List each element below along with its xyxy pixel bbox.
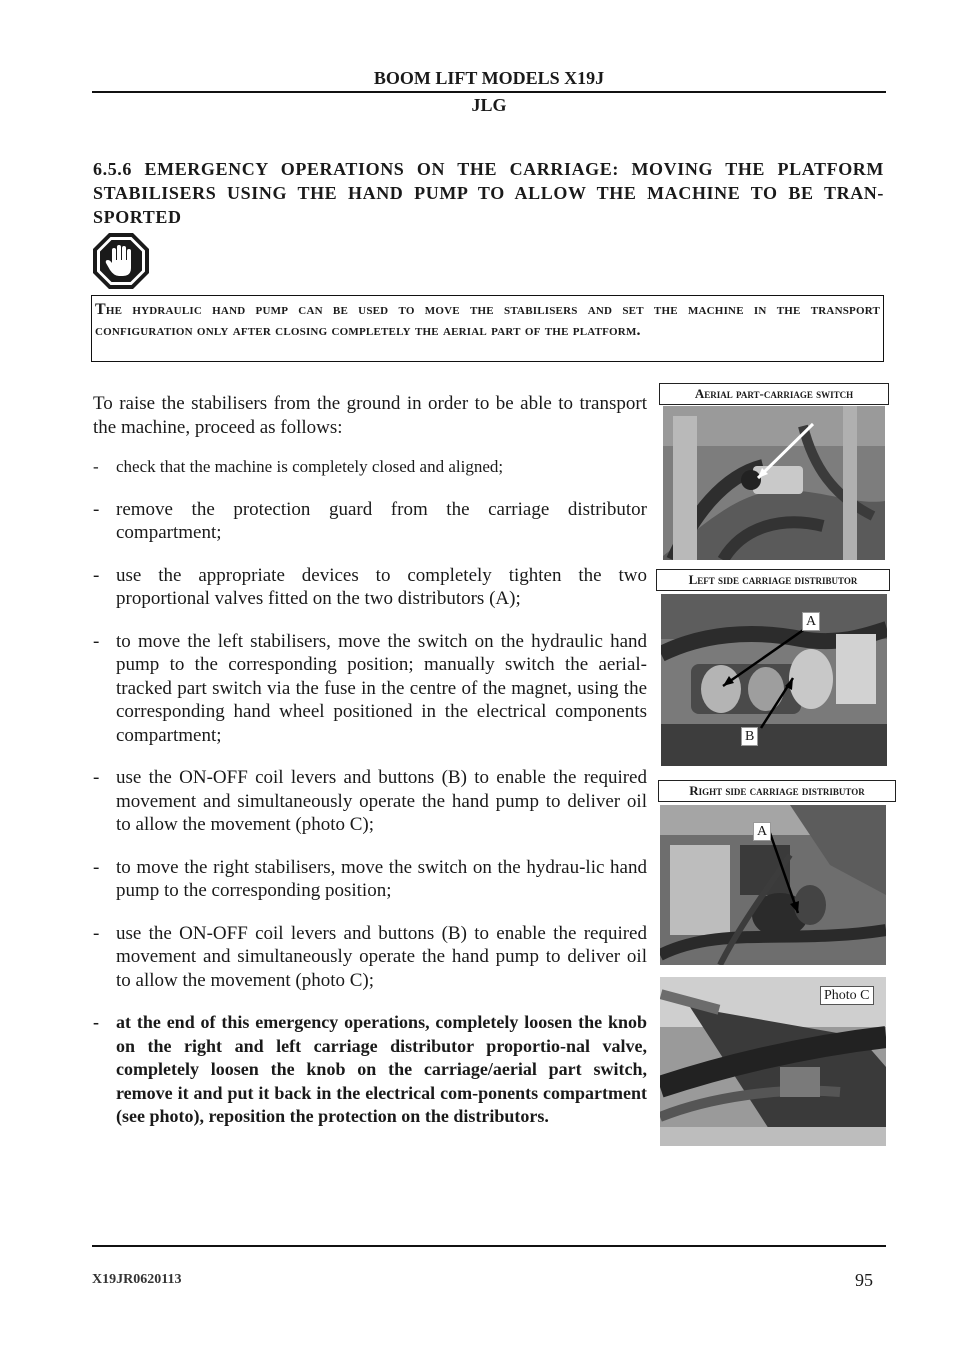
list-item	[93, 630, 647, 748]
list-item-text: use the ON-OFF coil levers and buttons (B) to enable the required movement and simultaneously operate the hand pump to deliver oil to allow the movement (photo C);	[116, 922, 647, 991]
list-item	[93, 766, 647, 837]
list-dash: -	[93, 457, 99, 476]
list-dash: -	[93, 856, 100, 878]
photo-label-a: A	[802, 612, 820, 631]
list-item	[93, 498, 647, 545]
section-title: 6.5.6 EMERGENCY OPERATIONS ON THE CARRIAGE: MOVING THE PLATFORM STABILISERS USING THE HAND PUMP TO ALLOW THE MACHINE TO BE TRAN-SPORTED	[93, 159, 884, 227]
list-dash: -	[93, 630, 100, 652]
page-number: 95	[855, 1270, 873, 1290]
list-item-text: at the end of this emergency operations, completely loosen the knob on the right and left carriage distributor proportio-nal valve, completely loosen the knob on the carriage/aerial part switch, remove it and put it back in the electrical com-ponents compartment (see photo), reposition the protection on the distributors.	[116, 1012, 647, 1126]
photo-c	[660, 977, 886, 1146]
list-dash: -	[93, 1012, 99, 1032]
footer-rule	[92, 1245, 886, 1247]
list-item-text: use the appropriate devices to completely tighten the two proportional valves fitted on the two distributors (A);	[116, 564, 647, 609]
list-dash: -	[93, 767, 100, 788]
list-item-text: remove the protection guard from the carriage distributor compartment;	[116, 498, 647, 543]
photo-label-a: A	[753, 822, 771, 841]
intro-paragraph: To raise the stabilisers from the ground in order to be able to transport the machine, proceed as follows:	[93, 393, 647, 438]
list-item	[93, 856, 647, 903]
list-item	[93, 455, 647, 479]
brand-header: JLG	[471, 95, 507, 115]
header-rule	[92, 91, 886, 93]
document-code: X19JR0620113	[92, 1272, 182, 1287]
stop-hand-icon	[92, 232, 150, 290]
list-dash: -	[93, 498, 100, 520]
list-item-final	[93, 1011, 647, 1129]
manual-model-header: BOOM LIFT MODELS X19J	[373, 68, 605, 88]
left-distributor-caption: Left side carriage distributor	[656, 569, 890, 591]
procedure-steps	[93, 455, 647, 1129]
photo-label-b: B	[741, 727, 758, 746]
aerial-switch-photo	[663, 406, 885, 560]
warning-box: The hydraulic hand pump can be used to move the stabilisers and set the machine in the transport configuration only after closing completely the aerial part of the platform.	[91, 295, 884, 362]
list-dash: -	[93, 922, 100, 944]
aerial-switch-caption: Aerial part-carriage switch	[659, 383, 889, 405]
left-distributor-photo	[661, 594, 887, 766]
list-item-text: to move the left stabilisers, move the switch on the hydraulic hand pump to the corresponding position; manually switch the aerial-tracked part switch via the fuse in the centre of the magnet, using the corresponding hand wheel positioned in the electrical components compartment;	[116, 630, 647, 746]
list-dash: -	[93, 564, 100, 586]
right-distributor-photo	[660, 805, 886, 965]
list-item-text: check that the machine is completely closed and aligned;	[116, 457, 504, 476]
list-item-text: use the ON-OFF coil levers and buttons (B) to enable the required movement and simultaneously operate the hand pump to deliver oil to allow the movement (photo C);	[116, 767, 647, 835]
list-item	[93, 564, 647, 611]
list-item-text: to move the right stabilisers, move the switch on the hydrau-lic hand pump to the corresponding position;	[116, 856, 647, 901]
photo-c-label: Photo C	[820, 986, 874, 1005]
list-item	[93, 922, 647, 993]
right-distributor-caption: Right side carriage distributor	[658, 780, 896, 802]
